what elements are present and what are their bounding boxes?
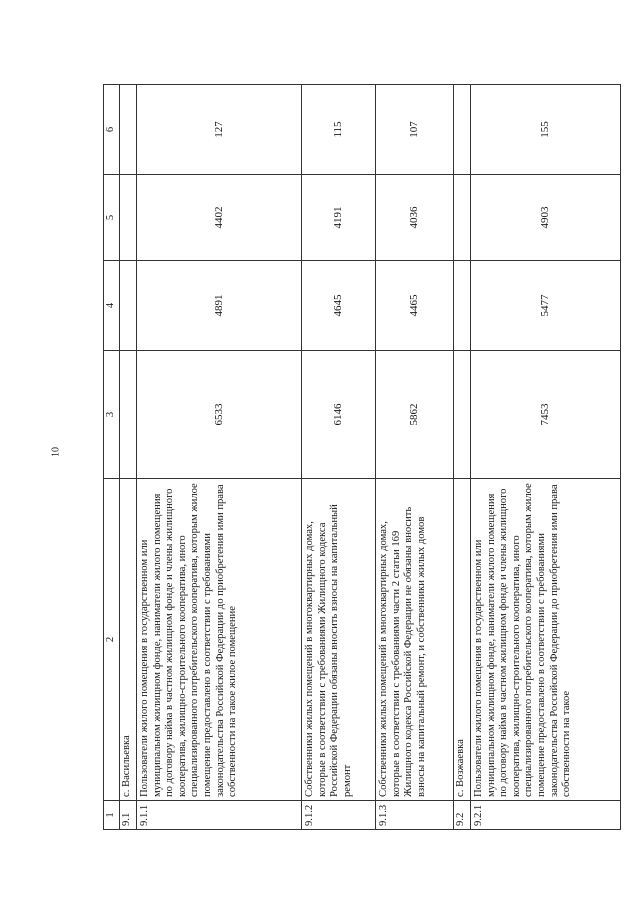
row-code: 9.2 <box>454 801 471 830</box>
table-row <box>137 85 302 830</box>
value-col4: 4465 <box>376 261 454 351</box>
header-cell: 3 <box>104 351 120 479</box>
value-col4: 4891 <box>137 261 302 351</box>
header-row <box>104 85 120 830</box>
header-cell: 1 <box>104 801 120 830</box>
rotated-table-container <box>103 85 638 830</box>
section-title: с. Возжаевка <box>454 479 471 801</box>
value-col4: 5477 <box>471 261 621 351</box>
page-number: 10 <box>50 447 62 457</box>
row-code: 9.1.2 <box>302 801 376 830</box>
value-col5: 4036 <box>376 175 454 261</box>
value-col6: 155 <box>471 85 621 175</box>
value-col3: 6146 <box>302 351 376 479</box>
category-description: Пользователи жилого помещения в государственном или муниципальном жилищном фонде, наниматели жилого помещения по договору найма в частном жилищном фонде и члены жилищного кооператива, жилищно-строительного кооператива, иного специализированного потребительского кооператива, которым жилое помещение предоставлено в соответствии с требованиями законодательства Российской Федерации до приобретения ими права собственности на такое <box>471 479 621 801</box>
header-cell: 4 <box>104 261 120 351</box>
value-col6: 107 <box>376 85 454 175</box>
table-row <box>302 85 376 830</box>
table-row <box>471 85 621 830</box>
header-cell: 5 <box>104 175 120 261</box>
table-row <box>376 85 454 830</box>
value-col3: 6533 <box>137 351 302 479</box>
value-col3: 7453 <box>471 351 621 479</box>
row-code: 9.1.1 <box>137 801 302 830</box>
value-col5: 4191 <box>302 175 376 261</box>
category-description: Собственники жилых помещений в многоквартирных домах, которые в соответствии с требованиями части 2 статьи 169 Жилищного кодекса Российской Федерации не обязаны вносить взносы на капитальный ремонт, и собственники жилых домов <box>376 479 454 801</box>
category-description: Собственники жилых помещений в многоквартирных домах, которые в соответствии с требованиями Жилищного кодекса Российской Федерации обязаны вносить взносы на капитальный ремонт <box>302 479 376 801</box>
tariff-table <box>103 84 621 830</box>
header-cell: 2 <box>104 479 120 801</box>
row-code: 9.2.1 <box>471 801 621 830</box>
value-col4: 4645 <box>302 261 376 351</box>
value-col3: 5862 <box>376 351 454 479</box>
section-title: с. Васильевка <box>120 479 137 801</box>
row-code: 9.1.3 <box>376 801 454 830</box>
value-col6: 127 <box>137 85 302 175</box>
value-col6: 115 <box>302 85 376 175</box>
header-cell: 6 <box>104 85 120 175</box>
category-description: Пользователи жилого помещения в государственном или муниципальном жилищном фонде, наниматели жилого помещения по договору найма в частном жилищном фонде и члены жилищного кооператива, жилищно-строительного кооператива, иного специализированного потребительского кооператива, которым жилое помещение предоставлено в соответствии с требованиями законодательства Российской Федерации до приобретения ими права собственности на такое жилое помещение <box>137 479 302 801</box>
value-col5: 4903 <box>471 175 621 261</box>
section-row <box>120 85 137 830</box>
section-row <box>454 85 471 830</box>
value-col5: 4402 <box>137 175 302 261</box>
row-code: 9.1 <box>120 801 137 830</box>
